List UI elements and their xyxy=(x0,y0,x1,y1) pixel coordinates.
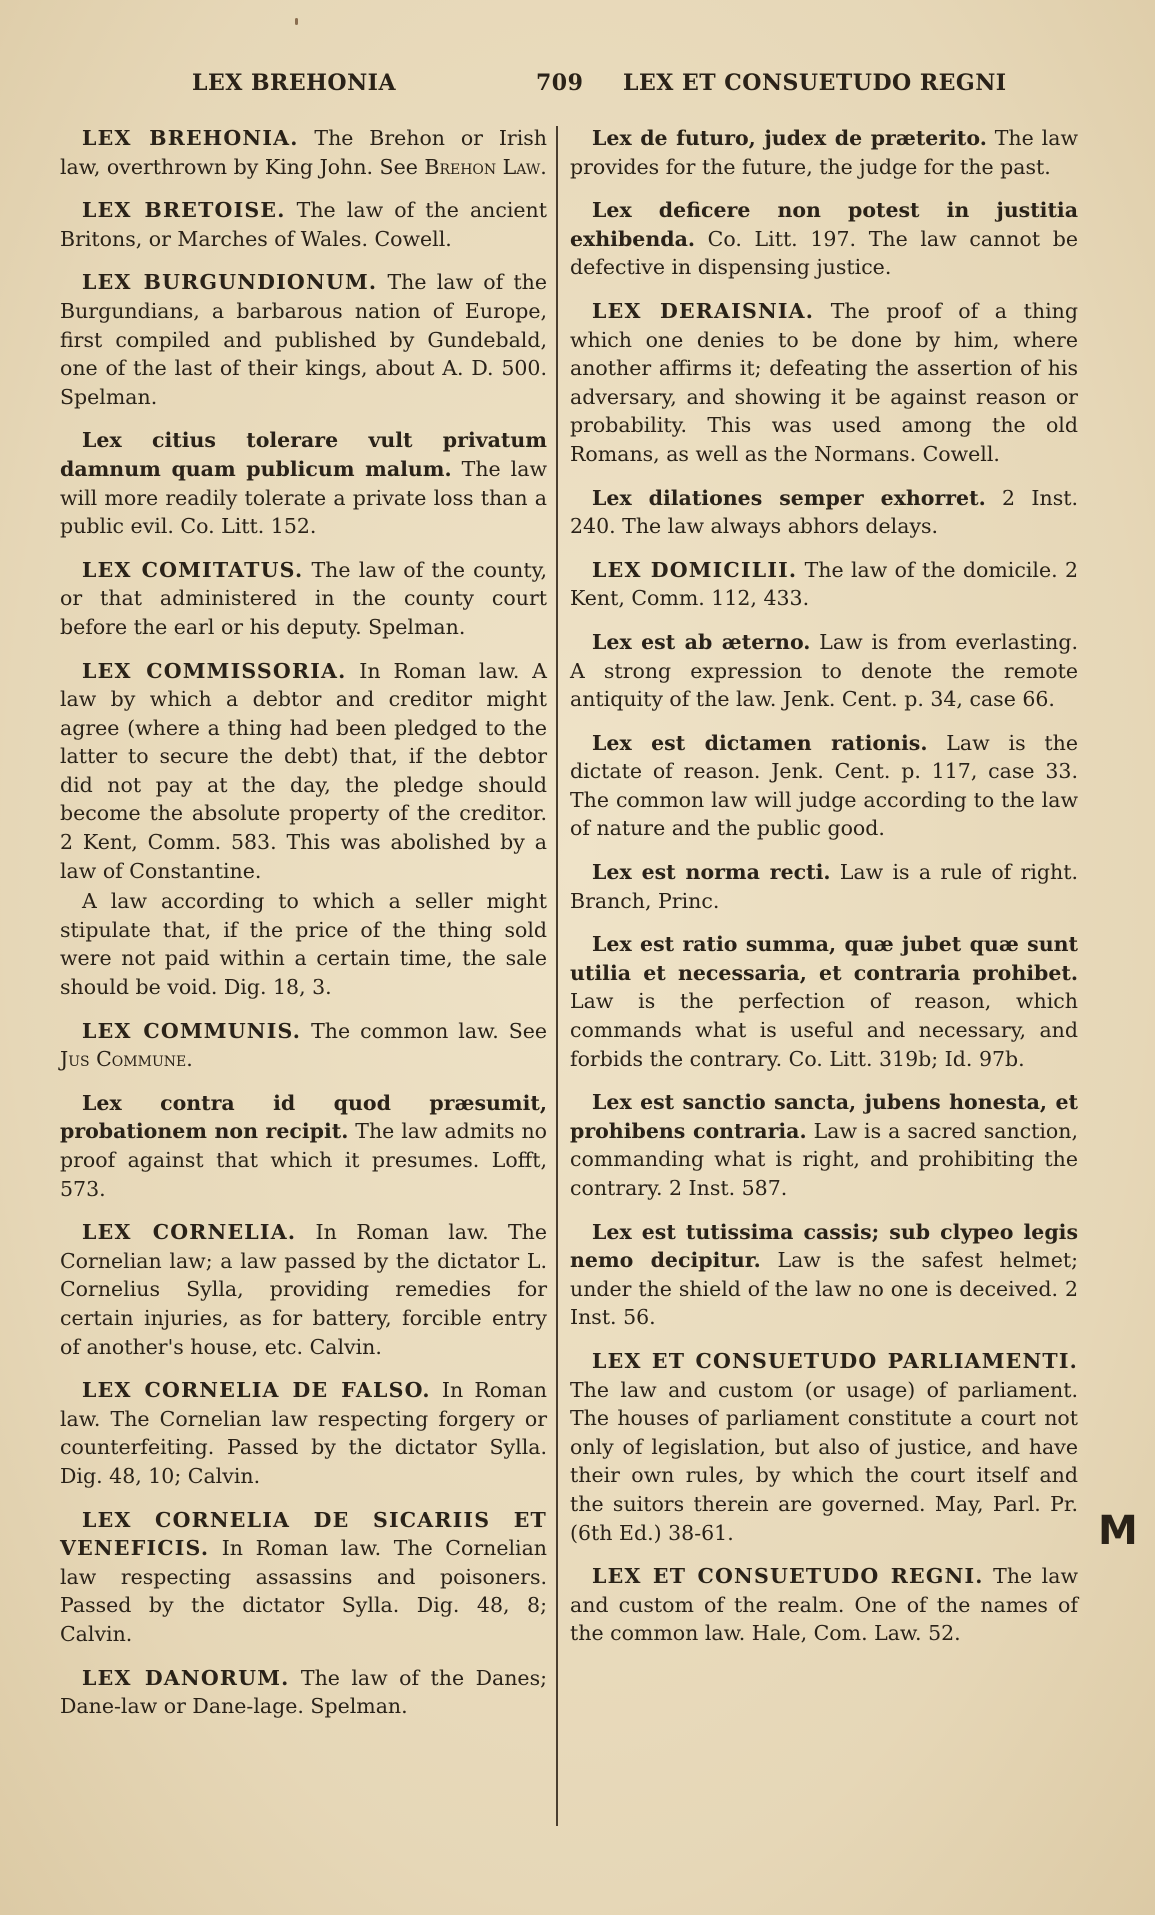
entry-lex-dilationes xyxy=(570,484,1078,541)
entry-term: LEX COMITATUS. xyxy=(82,557,304,582)
entry-definition: The Brehon or Irish law, overthrown by King John. See xyxy=(60,126,547,179)
page-number: 709 xyxy=(536,70,584,96)
entry-end: . xyxy=(186,1047,193,1072)
entry-lex-bretoise xyxy=(60,196,547,253)
running-header xyxy=(0,70,1155,100)
entry-definition: The law will more readily tolerate a private loss than a public evil. Co. Litt. 152. xyxy=(60,456,547,539)
entry-term: LEX COMMISSORIA. xyxy=(82,658,347,683)
entry-lex-domicilii xyxy=(570,556,1078,613)
entry-term: LEX BURGUNDIONUM. xyxy=(82,270,378,295)
entry-definition: In Roman law. A law by which a debtor and creditor might agree (where a thing had been pledged to the latter to secure the debt) that, if the debtor did not pay at the day, the pledge should become the absolute property of the creditor. 2 Kent, Comm. 583. This was abolished by a law of Constantine. xyxy=(60,658,547,883)
entry-lex-comitatus xyxy=(60,556,547,642)
entry-maxim: Lex est ratio summa, quæ jubet quæ sunt utilia et necessaria, et contraria prohibet. xyxy=(570,932,1078,985)
entry-term: LEX ET CONSUETUDO REGNI. xyxy=(592,1564,984,1589)
entry-definition: 2 Inst. 240. The law always abhors delays. xyxy=(570,485,1078,539)
entry-definition: In Roman law. The Cornelian law; a law passed by the dictator L. Cornelius Sylla, providing remedies for certain injuries, as for battery, forcible entry of another's house, etc. Calvin. xyxy=(60,1220,547,1359)
entry-lex-est-norma xyxy=(570,858,1078,915)
entry-maxim: Lex est norma recti. xyxy=(592,860,831,885)
right-column xyxy=(570,124,1078,1663)
entry-lex-cornelia xyxy=(60,1218,547,1361)
cross-reference: Jus Commune xyxy=(60,1047,187,1072)
entry-lex-et-consuetudo-parliamenti xyxy=(570,1347,1078,1547)
entry-term: LEX DERAISNIA. xyxy=(592,298,815,323)
entry-lex-deraisnia xyxy=(570,297,1078,469)
entry-definition: The law of the Burgundians, a barbarous nation of Europe, first compiled and published by Gundebald, one of the last of their kings, about A. D. 500. Spelman. xyxy=(60,270,547,409)
entry-definition: The law of the domicile. 2 Kent, Comm. 112, 433. xyxy=(570,557,1078,611)
entry-definition: Law is a sacred sanction, commanding what is right, and prohibiting the contrary. 2 Inst. 587. xyxy=(570,1118,1078,1200)
entry-lex-est-sanctio xyxy=(570,1088,1078,1202)
entry-definition: The proof of a thing which one denies to be done by him, where another affirms it; defeating the assertion of his adversary, and showing it be against reason or probability. This was used among the old Romans, as well as the Normans. Cowell. xyxy=(570,298,1078,466)
paper-speck xyxy=(295,18,298,25)
column-divider xyxy=(556,126,558,1826)
entry-lex-de-futuro xyxy=(570,124,1078,181)
entry-lex-danorum xyxy=(60,1664,547,1721)
entry-definition: The law provides for the future, the judge for the past. xyxy=(570,126,1078,179)
entry-lex-est-dictamen xyxy=(570,729,1078,843)
entry-maxim: Lex citius tolerare vult privatum damnum quam publicum malum. xyxy=(60,428,547,481)
entry-definition: Law is the perfection of reason, which commands what is useful and necessary, and forbids the contrary. Co. Litt. 319b; Id. 97b. xyxy=(570,989,1078,1071)
entry-term: LEX CORNELIA DE FALSO. xyxy=(82,1378,431,1403)
entry-term: LEX COMMUNIS. xyxy=(82,1018,302,1043)
thumb-index-letter: M xyxy=(1098,1508,1136,1554)
entry-maxim: Lex deficere non potest in justitia exhibenda. xyxy=(570,198,1078,251)
header-right-guide-word: LEX ET CONSUETUDO REGNI xyxy=(623,70,1007,96)
entry-lex-deficere xyxy=(570,196,1078,282)
entry-definition: The law admits no proof against that which it presumes. Lofft, 573. xyxy=(60,1119,548,1201)
entry-lex-communis xyxy=(60,1017,547,1074)
entry-term: LEX DANORUM. xyxy=(82,1665,290,1690)
entry-maxim: Lex contra id quod præsumit, probationem non recipit. xyxy=(60,1090,547,1144)
entry-term: LEX BRETOISE. xyxy=(82,198,286,223)
left-column xyxy=(60,124,547,1736)
cross-reference: Brehon Law xyxy=(424,154,541,179)
entry-maxim: Lex est dictamen rationis. xyxy=(592,730,928,755)
entry-definition: The law and custom of the realm. One of the names of the common law. Hale, Com. Law. 52. xyxy=(570,1564,1078,1646)
header-left-guide-word: LEX BREHONIA xyxy=(192,70,397,96)
entry-term: LEX CORNELIA. xyxy=(82,1220,297,1245)
entry-lex-est-ab-aeterno xyxy=(570,628,1078,714)
entry-definition: Law is the dictate of reason. Jenk. Cent. p. 117, case 33. The common law will judge according to the law of nature and the public good. xyxy=(570,730,1078,841)
entry-definition: The common law. See xyxy=(301,1018,547,1043)
entry-lex-burgundionum xyxy=(60,268,547,411)
entry-definition: Law is from everlasting. A strong expression to denote the remote antiquity of the law. Jenk. Cent. p. 34, case 66. xyxy=(570,629,1078,712)
entry-term: LEX DOMICILII. xyxy=(592,557,798,582)
entry-lex-cornelia-de-sicariis xyxy=(60,1506,547,1649)
entry-lex-et-consuetudo-regni xyxy=(570,1562,1078,1648)
entry-lex-citius xyxy=(60,426,547,540)
entry-lex-brehonia xyxy=(60,124,547,181)
entry-definition: Co. Litt. 197. The law cannot be defective in dispensing justice. xyxy=(570,226,1078,280)
entry-definition: Law is a rule of right. Branch, Princ. xyxy=(570,860,1078,913)
entry-term: LEX ET CONSUETUDO PARLIAMENTI. xyxy=(592,1348,1078,1373)
entry-lex-cornelia-de-falso xyxy=(60,1376,547,1490)
entry-term: LEX CORNELIA DE SICARIIS ET VENEFICIS. xyxy=(60,1507,547,1561)
entry-maxim: Lex est sanctio sancta, jubens honesta, et prohibens contraria. xyxy=(570,1090,1078,1143)
entry-lex-est-ratio xyxy=(570,930,1078,1073)
entry-definition: The law of the county, or that administered in the county court before the earl or his deputy. Spelman. xyxy=(60,557,547,639)
entry-maxim: Lex est tutissima cassis; sub clypeo legis nemo decipitur. xyxy=(570,1219,1078,1273)
entry-definition: In Roman law. The Cornelian law respecting forgery or counterfeiting. Passed by the dictator Sylla. Dig. 48, 10; Calvin. xyxy=(60,1378,547,1488)
entry-definition: In Roman law. The Cornelian law respecting assassins and poisoners. Passed by the dictator Sylla. Dig. 48, 8; Calvin. xyxy=(60,1536,547,1646)
entry-lex-commissoria xyxy=(60,657,547,886)
entry-definition: The law and custom (or usage) of parliament. The houses of parliament constitute a court not only of legislation, but also of justice, and have their own rules, by which the court itself and the suitors therein are governed. May, Parl. Pr. (6th Ed.) 38-61. xyxy=(570,1377,1078,1545)
entry-definition: Law is the safest helmet; under the shield of the law no one is deceived. 2 Inst. 56. xyxy=(570,1248,1078,1330)
entry-definition: The law of the Danes; Dane-law or Dane-lage. Spelman. xyxy=(60,1665,547,1719)
entry-end: . xyxy=(540,154,547,179)
entry-lex-est-tutissima xyxy=(570,1218,1078,1332)
entry-maxim: Lex est ab æterno. xyxy=(592,629,811,654)
entry-definition: The law of the ancient Britons, or Marches of Wales. Cowell. xyxy=(60,198,547,251)
entry-lex-commissoria-second-sense: A law according to which a seller might stipulate that, if the price of the thing sold were not paid within a certain time, the sale should be void. Dig. 18, 3. xyxy=(60,889,547,1000)
entry-term: LEX BREHONIA. xyxy=(82,126,299,150)
entry-maxim: Lex de futuro, judex de præterito. xyxy=(592,126,987,150)
entry-lex-contra xyxy=(60,1089,547,1203)
entry-maxim: Lex dilationes semper exhorret. xyxy=(592,485,986,510)
